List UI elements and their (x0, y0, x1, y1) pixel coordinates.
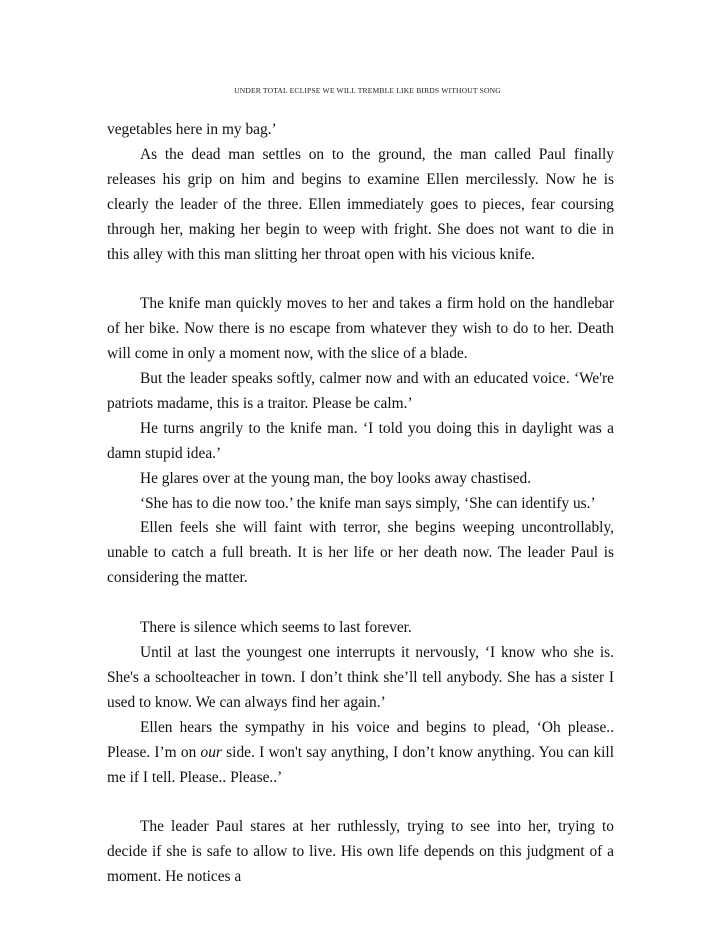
text-run: Ellen hears the sympathy in his voice and begins to plead, ‘Oh please.. Please. I’m on (107, 718, 614, 761)
text-run: The leader Paul stares at her ruthlessly, trying to see into her, trying to decide if she is safe to allow to live. His own life depends on this judgment of a moment. He notices a (107, 818, 614, 886)
paragraph (107, 641, 614, 716)
paragraph (107, 367, 614, 417)
paragraph (107, 417, 614, 467)
paragraph-gap (107, 591, 614, 616)
paragraph (107, 143, 614, 268)
paragraph (107, 492, 614, 517)
text-run: He glares over at the young man, the boy looks away chastised. (140, 469, 532, 487)
text-run: Until at last the youngest one interrupts it nervously, ‘I know who she is. She's a schoolteacher in town. I don’t think she’ll tell anybody. She has a sister I used to know. We can always find her again.’ (107, 644, 614, 711)
text-run: Ellen feels she will faint with terror, she begins weeping uncontrollably, unable to catch a full breath. It is her life or her death now. The leader Paul is considering the matter. (107, 519, 614, 587)
text-run: He turns angrily to the knife man. ‘I told you doing this in daylight was a damn stupid idea.’ (107, 419, 614, 462)
running-header: UNDER TOTAL ECLIPSE WE WILL TREMBLE LIKE BIRDS WITHOUT SONG (234, 86, 501, 95)
paragraph-gap (107, 790, 614, 815)
text-run: There is silence which seems to last forever. (140, 619, 412, 637)
paragraph (107, 815, 614, 890)
text-run: As the dead man settles on to the ground, the man called Paul finally releases his grip on him and begins to examine Ellen mercilessly. Now he is clearly the leader of the three. Ellen immediately goes to pieces, fear coursing through her, making her begin to weep with fright. She does not want to die in this alley with this man slitting her throat open with his vicious knife. (107, 145, 614, 263)
text-run: But the leader speaks softly, calmer now and with an educated voice. ‘We're patriots madame, this is a traitor. Please be calm.’ (107, 370, 614, 412)
emphasis-text: our (200, 743, 222, 761)
text-run: side. I won't say anything, I don’t know anything. You can kill me if I tell. Please.. Please..’ (107, 743, 614, 786)
paragraph (107, 616, 614, 641)
paragraph (107, 118, 614, 143)
text-run: ‘She has to die now too.’ the knife man says simply, ‘She can identify us.’ (140, 494, 596, 512)
text-run: The knife man quickly moves to her and takes a firm hold on the handlebar of her bike. Now there is no escape from whatever they wish to do to her. Death will come in only a moment now, with the slice of a blade. (107, 295, 614, 363)
paragraph (107, 467, 614, 492)
text-run: vegetables here in my bag.’ (107, 121, 277, 138)
paragraph (107, 292, 614, 367)
paragraph (107, 516, 614, 591)
body-text (107, 118, 614, 890)
paragraph (107, 716, 614, 791)
paragraph-gap (107, 267, 614, 292)
